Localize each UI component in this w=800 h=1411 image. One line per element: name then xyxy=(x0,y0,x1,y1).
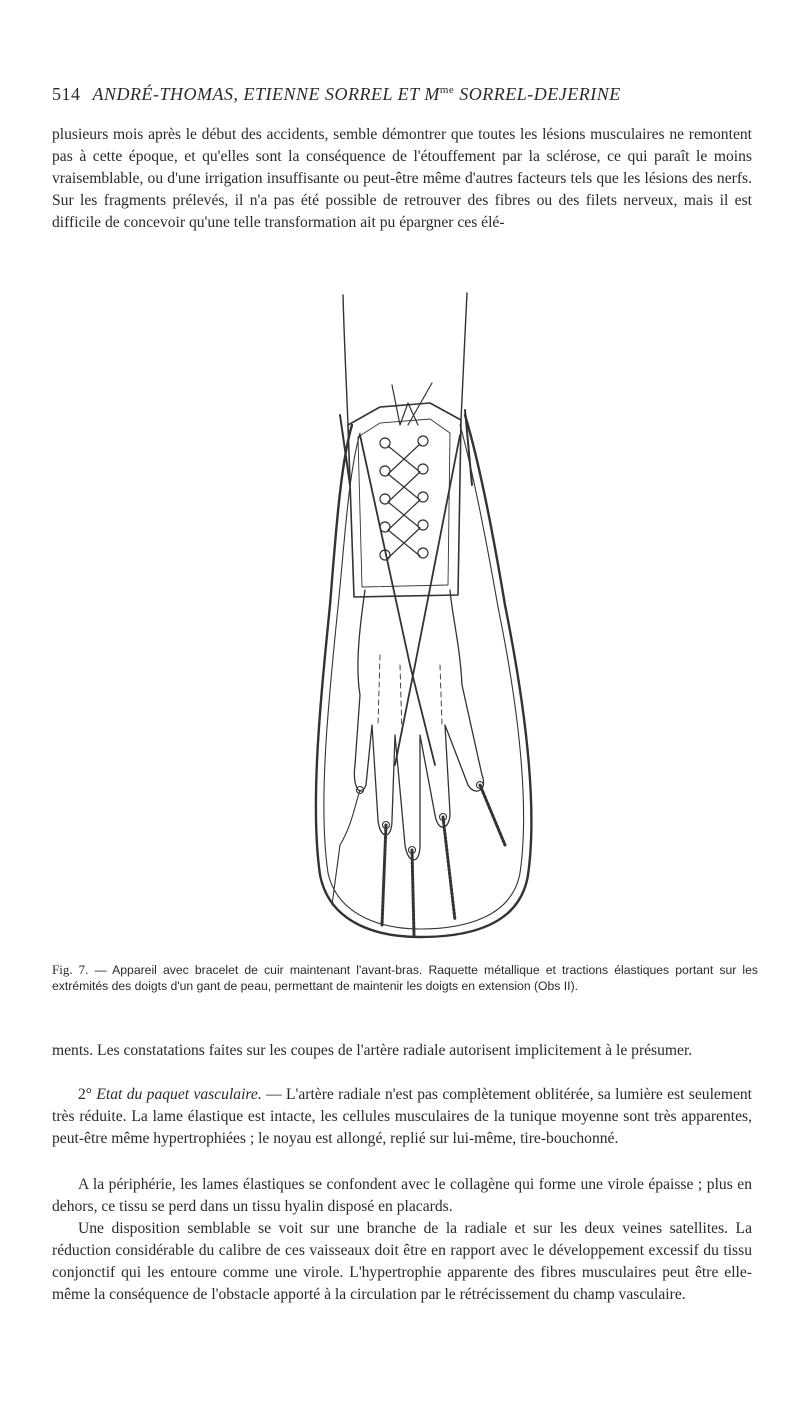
lacing xyxy=(380,383,432,560)
paragraph-vascular-text: — L'artère radiale n'est pas complètement oblitérée, sa lumière est seulement très réduite. La lame élastique est intacte, les cellules musculaires de la tunique moyenne sont très apparentes, peut-être même hypertrophiées ; le noyau est allongé, replié sur lui-même, tire-bouchonné. xyxy=(52,1086,753,1147)
metal-racquet-frame-inner xyxy=(324,425,524,929)
authors-part-2: SORREL-DEJERINE xyxy=(454,84,621,104)
paragraph-continuation: ments. Les constatations faites sur les coupes de l'artère radiale autorisent implicitement à le présumer. xyxy=(52,1042,693,1059)
page-number: 514 xyxy=(52,84,81,104)
paragraph-continued: plusieurs mois après le début des accidents, semble démontrer que toutes les lésions musculaires ne remontent pas à cette époque, et qu'elles sont la conséquence de l'étouffement par la sclérose, ce qui paraît le moins vraisemblable, ou d'une irrigation insuffisante ou peut-être même d'autres facteurs tels que les lésions des nerfs. Sur les fragments prélevés, il n'a pas été possible de retrouver des fibres ou des filets nerveux, mais il est difficile de concevoir qu'une telle transformation ait pu épargner ces élé- xyxy=(52,126,752,231)
section-title: Etat du paquet vasculaire. xyxy=(96,1086,262,1103)
running-header xyxy=(52,84,752,110)
figure-caption-label: Fig. 7. xyxy=(52,962,89,977)
forearm-outline-right xyxy=(461,293,467,420)
paragraph-vascular-state xyxy=(52,1084,752,1176)
forearm-outline-left xyxy=(343,295,348,425)
glove-seam-mid xyxy=(400,665,402,735)
authors-part-1: ANDRÉ-THOMAS, ETIENNE SORREL ET M xyxy=(92,84,440,104)
section-number: 2° xyxy=(78,1086,97,1103)
elastic-springs xyxy=(332,782,505,936)
glove xyxy=(354,590,483,860)
glove-seam-right xyxy=(440,665,442,725)
paragraph-periphery: A la périphérie, les lames élastiques se confondent avec le collagène qui forme une virole épaisse ; plus en dehors, ce tissu se perd dans un tissu hyalin disposé en placards. xyxy=(52,1176,752,1215)
crossing-rod-right xyxy=(395,435,460,765)
crossing-rod-left xyxy=(360,435,435,765)
metal-racquet-frame xyxy=(316,415,532,937)
bracelet-inner-edge xyxy=(358,419,450,587)
running-header-authors xyxy=(93,84,621,104)
figure-caption xyxy=(52,962,758,994)
glove-seam-left xyxy=(378,655,380,725)
figure-7-illustration xyxy=(300,285,550,950)
mme-superscript: me xyxy=(439,84,455,96)
paragraph-similar-disposition: Une disposition semblable se voit sur une branche de la radiale et sur les deux veines satellites. La réduction considérable du calibre de ces vaisseaux doit être en rapport avec le développement excessif du tissu conjonctif qui les entoure comme une virole. L'hypertrophie apparente des fibres musculaires peut être elle-même la conséquence de l'obstacle apporté à la circulation par le rétrécissement du champ vasculaire. xyxy=(52,1220,752,1303)
figure-7 xyxy=(300,285,550,950)
figure-caption-text: — Appareil avec bracelet de cuir maintenant l'avant-bras. Raquette métallique et tractions élastiques portant sur les extrémités des doigts d'un gant de peau, permettant de maintenir les doigts en extension (Obs II). xyxy=(52,963,758,993)
